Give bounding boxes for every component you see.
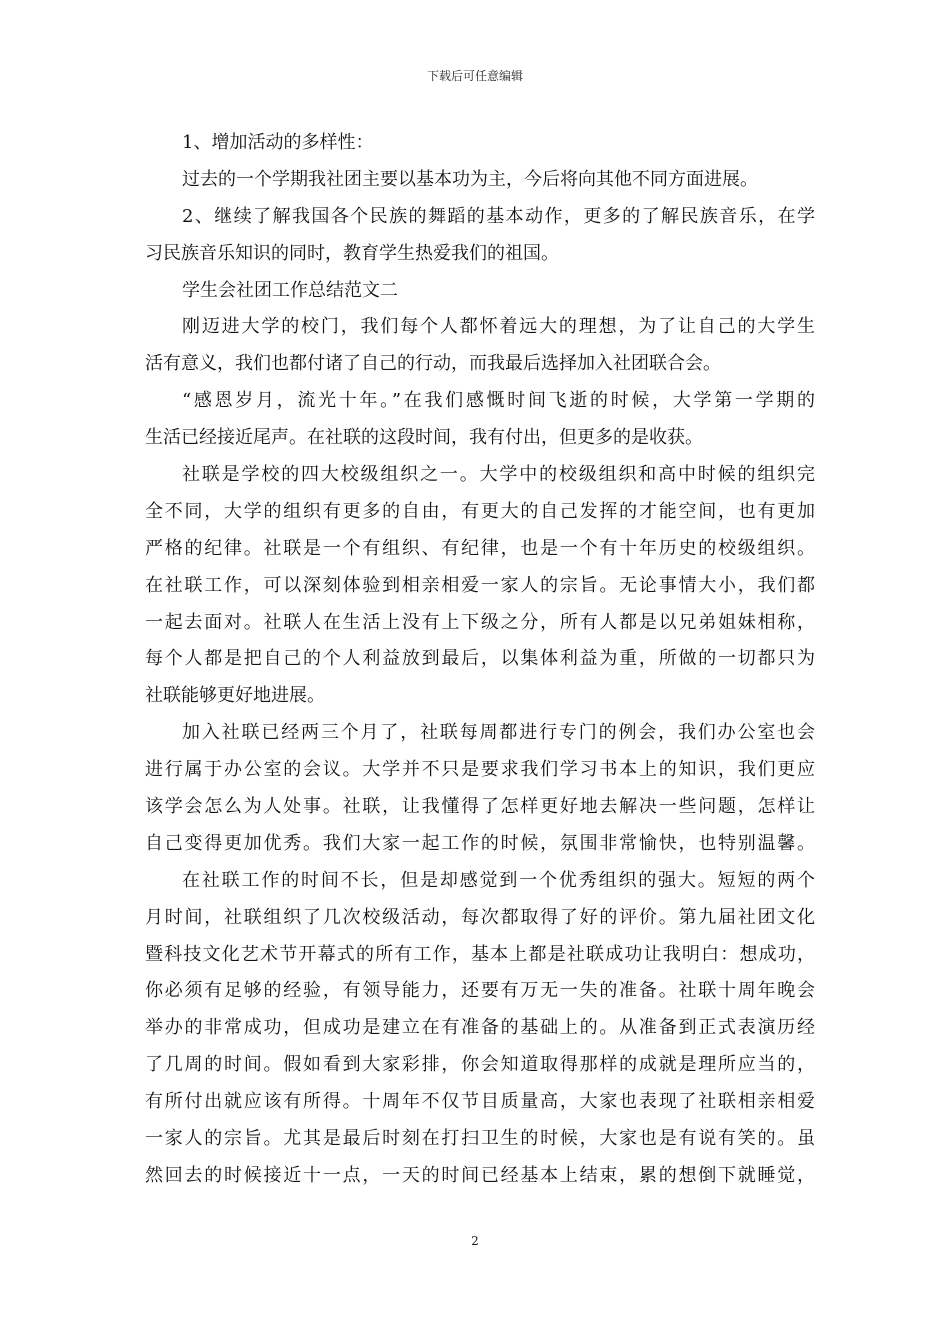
text-line: 每个人都是把自己的个人利益放到最后，以集体利益为重，所做的一切都只为 [145,648,815,670]
text-line: 社联能够更好地进展。 [145,685,325,707]
text-line: 一起去面对。社联人在生活上没有上下级之分，所有人都是以兄弟姐妹相称， [145,611,815,633]
text-line: 在社联工作，可以深刻体验到相亲相爱一家人的宗旨。无论事情大小，我们都 [145,574,815,596]
text-line: 该学会怎么为人处事。社联，让我懂得了怎样更好地去解决一些问题，怎样让 [145,796,815,818]
text-line: 生活已经接近尾声。在社联的这段时间，我有付出，但更多的是收获。 [145,427,703,449]
text-line: 一家人的宗旨。尤其是最后时刻在打扫卫生的时候，大家也是有说有笑的。虽 [145,1128,815,1150]
text-line: 了几周的时间。假如看到大家彩排，你会知道取得那样的成就是理所应当的， [145,1054,815,1076]
text-line: 2、继续了解我国各个民族的舞蹈的基本动作，更多的了解民族音乐，在学 [182,205,815,227]
text-line: 习民族音乐知识的同时，教育学生热爱我们的祖国。 [145,242,559,264]
text-line: 全不同，大学的组织有更多的自由，有更大的自己发挥的才能空间，也有更加 [145,500,815,522]
text-line: 暨科技文化艺术节开幕式的所有工作，基本上都是社联成功让我明白：想成功， [145,943,815,965]
text-line: “感恩岁月，流光十年。”在我们感慨时间飞逝的时候，大学第一学期的 [182,390,815,412]
text-line: 1、增加活动的多样性： [182,132,374,153]
text-line: 学生会社团工作总结范文二 [182,279,398,301]
text-line: 然回去的时候接近十一点，一天的时间已经基本上结束，累的想倒下就睡觉， [145,1164,815,1186]
text-line: 举办的非常成功，但成功是建立在有准备的基础上的。从准备到正式表演历经 [145,1017,815,1039]
text-line: 活有意义，我们也都付诸了自己的行动，而我最后选择加入社团联合会。 [145,353,721,375]
text-line: 社联是学校的四大校级组织之一。大学中的校级组织和高中时候的组织完 [182,464,815,486]
text-line: 过去的一个学期我社团主要以基本功为主，今后将向其他不同方面进展。 [182,168,758,190]
text-line: 严格的纪律。社联是一个有组织、有纪律，也是一个有十年历史的校级组织。 [145,537,815,559]
text-line: 有所付出就应该有所得。十周年不仅节目质量高，大家也表现了社联相亲相爱 [145,1091,815,1113]
text-line: 月时间，社联组织了几次校级活动，每次都取得了好的评价。第九届社团文化 [145,906,815,928]
text-line: 进行属于办公室的会议。大学并不只是要求我们学习书本上的知识，我们更应 [145,759,815,781]
text-line: 加入社联已经两三个月了，社联每周都进行专门的例会，我们办公室也会 [182,722,815,744]
page-number: 2 [471,1234,479,1248]
text-line: 刚迈进大学的校门，我们每个人都怀着远大的理想，为了让自己的大学生 [182,316,815,338]
document-body [145,125,815,1195]
text-line: 自己变得更加优秀。我们大家一起工作的时候，氛围非常愉快，也特别温馨。 [145,832,815,854]
text-line: 你必须有足够的经验，有领导能力，还要有万无一失的准备。社联十周年晚会 [145,980,815,1002]
page-header: 下载后可任意编辑 [426,69,523,83]
text-line: 在社联工作的时间不长，但是却感觉到一个优秀组织的强大。短短的两个 [182,869,815,891]
